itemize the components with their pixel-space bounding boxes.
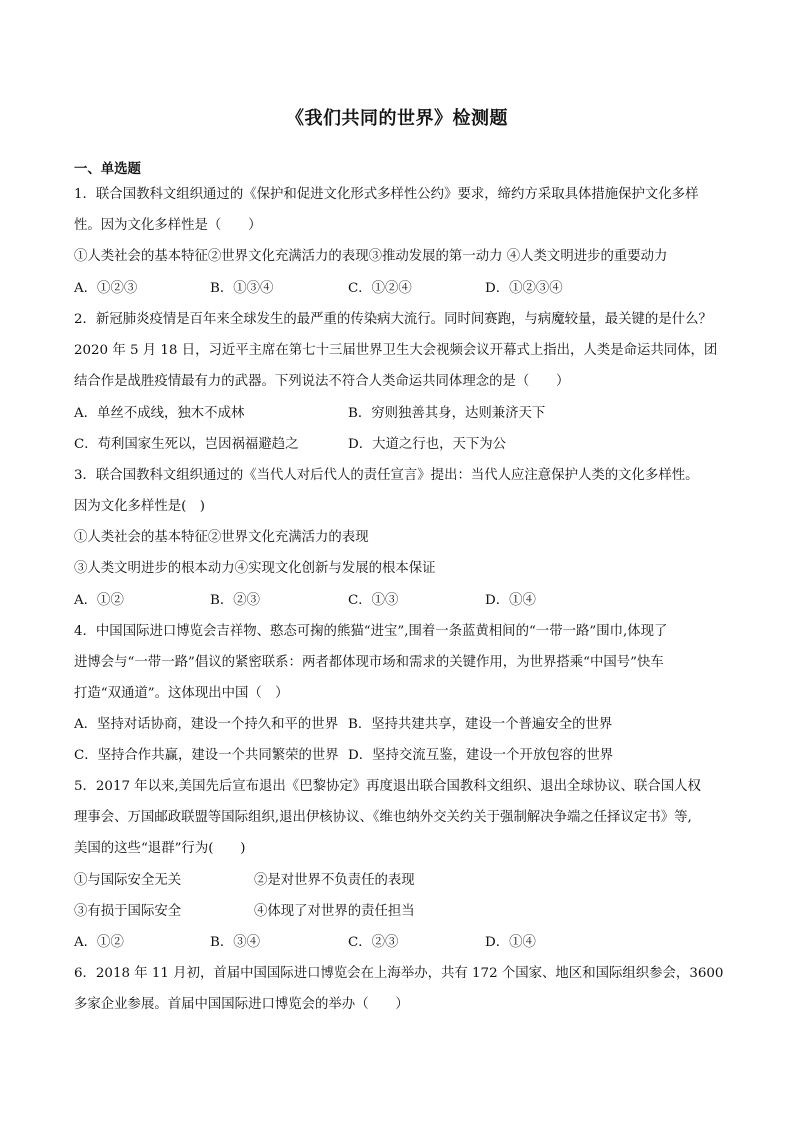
q3-option-a[interactable]: A．①② — [74, 593, 124, 608]
q5-statement-2: ②是对世界不负责任的表现 — [254, 873, 415, 888]
page-title: 《我们共同的世界》检测题 — [286, 108, 508, 129]
q3-option-b[interactable]: B．②③ — [210, 593, 261, 608]
q5-option-d[interactable]: D．①④ — [485, 935, 536, 950]
q4-option-c[interactable]: C．坚持合作共赢，建设一个共同繁荣的世界 — [74, 748, 339, 763]
q2-stem-line-2: 2020 年 5 月 18 日，习近平主席在第七十三届世界卫生大会视频会议开幕式上指出，人类是命运共同体，团 — [74, 343, 718, 358]
q4-stem-line-1: 4．中国国际进口博览会吉祥物、憨态可掬的熊猫“进宝”,围着一条蓝黄相间的“一带一路”围巾,体现了 — [74, 624, 668, 639]
q5-option-c[interactable]: C．②③ — [348, 935, 399, 950]
q1-option-c[interactable]: C．①②④ — [348, 281, 412, 296]
q2-option-a[interactable]: A．单丝不成线，独木不成林 — [74, 406, 245, 421]
q4-option-d[interactable]: D．坚持交流互鉴，建设一个开放包容的世界 — [348, 748, 614, 763]
q3-statements-2: ③人类文明进步的根本动力④实现文化创新与发展的根本保证 — [74, 561, 436, 576]
q2-option-c[interactable]: C．苟利国家生死以，岂因祸福避趋之 — [74, 437, 299, 452]
q3-option-d[interactable]: D．①④ — [485, 593, 536, 608]
q5-option-a[interactable]: A．①② — [74, 935, 124, 950]
q3-stem-line-1: 3．联合国教科文组织通过的《当代人对后代人的责任宣言》提出：当代人应注意保护人类的文化多样性。 — [74, 468, 699, 483]
q4-option-a[interactable]: A．坚持对话协商，建设一个持久和平的世界 — [74, 717, 339, 732]
q2-stem-line-3: 结合作是战胜疫情最有力的武器。下列说法不符合人类命运共同体理念的是（ ） — [74, 374, 570, 389]
q1-option-a[interactable]: A．①②③ — [74, 281, 138, 296]
q5-statement-4: ④体现了对世界的责任担当 — [254, 904, 415, 919]
q3-stem-line-2: 因为文化多样性是( ) — [74, 499, 205, 514]
section-heading: 一、单选题 — [74, 162, 141, 177]
q5-statement-1: ①与国际安全无关 — [74, 873, 182, 888]
q3-statements-1: ①人类社会的基本特征②世界文化充满活力的表现 — [74, 530, 369, 545]
q1-stem-line-2: 性。因为文化多样性是（ ） — [74, 218, 262, 233]
q3-option-c[interactable]: C．①③ — [348, 593, 399, 608]
q5-option-b[interactable]: B．③④ — [210, 935, 261, 950]
q2-option-d[interactable]: D．大道之行也，天下为公 — [348, 437, 507, 452]
q1-option-d[interactable]: D．①②③④ — [485, 281, 563, 296]
q6-stem-line-1: 6．2018 年 11 月初，首届中国国际进口博览会在上海举办，共有 172 个国家、地区和国际组织参会，3600 — [74, 966, 724, 981]
q5-stem-line-3: 美国的这些“退群”行为( ) — [74, 841, 246, 856]
q1-stem-line-1: 1．联合国教科文组织通过的《保护和促进文化形式多样性公约》要求，缔约方采取具体措施保护文化多样 — [74, 187, 699, 202]
q4-stem-line-2: 进博会与“一带一路”倡议的紧密联系：两者都体现市场和需求的关键作用，为世界搭乘“中国号”快车 — [74, 655, 664, 670]
q2-option-b[interactable]: B．穷则独善其身，达则兼济天下 — [348, 406, 546, 421]
q1-statements: ①人类社会的基本特征②世界文化充满活力的表现③推动发展的第一动力 ④人类文明进步的重要动力 — [74, 249, 668, 264]
q5-stem-line-1: 5．2017 年以来,美国先后宣布退出《巴黎协定》再度退出联合国教科文组织、退出全球协议、联合国人权 — [74, 779, 701, 794]
q6-stem-line-2: 多家企业参展。首届中国国际进口博览会的举办（ ） — [74, 997, 409, 1012]
q1-option-b[interactable]: B．①③④ — [210, 281, 274, 296]
q5-stem-line-2: 理事会、万国邮政联盟等国际组织,退出伊核协议、《维也纳外交关约关于强制解决争端之任择议定书》等, — [74, 810, 692, 825]
q5-statement-3: ③有损于国际安全 — [74, 904, 182, 919]
q4-option-b[interactable]: B．坚持共建共享，建设一个普遍安全的世界 — [348, 717, 613, 732]
q2-stem-line-1: 2．新冠肺炎疫情是百年来全球发生的最严重的传染病大流行。同时间赛跑，与病魔较量，最关键的是什么？ — [74, 312, 712, 327]
q4-stem-line-3: 打造“双通道”。这体现出中国（ ） — [74, 686, 289, 701]
